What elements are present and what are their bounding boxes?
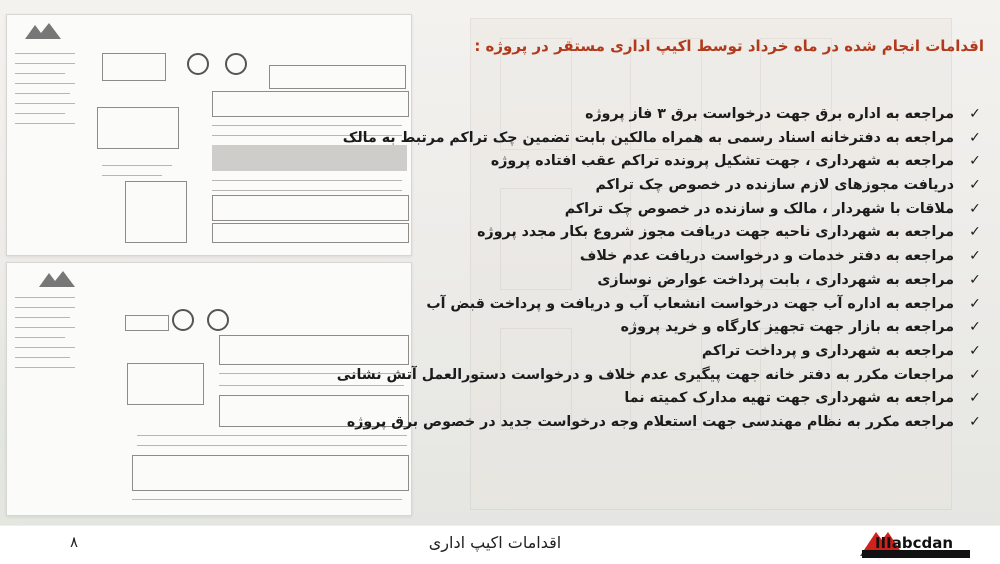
- check-icon: ✓: [969, 248, 981, 265]
- svg-text:IIIabcdan: IIIabcdan: [874, 534, 954, 552]
- check-icon: ✓: [969, 271, 981, 288]
- action-list: [336, 103, 986, 435]
- emblem-icon: [21, 19, 65, 47]
- check-icon: ✓: [969, 413, 981, 430]
- list-item: ✓مراجعه به بازار جهت تجهیز کارگاه و خرید پروژه: [416, 316, 986, 340]
- emblem-icon: [35, 267, 79, 293]
- list-item: ✓مراجعه به شهرداری جهت تهیه مدارک کمیته نما: [416, 387, 986, 411]
- list-item: ✓مراجعه به دفتر خدمات و درخواست دریافت عدم خلاف: [416, 245, 986, 269]
- list-item: ✓مراجعه به اداره آب جهت درخواست انشعاب آب و دریافت و پرداخت قبض آب: [416, 293, 986, 317]
- company-logo: [858, 526, 970, 560]
- list-item: ✓ملاقات با شهردار ، مالک و سازنده در خصوص چک تراکم: [416, 198, 986, 222]
- check-icon: ✓: [969, 366, 981, 383]
- list-item: ✓مراجعه به شهرداری ناحیه جهت دریافت مجوز شروع بکار مجدد پروژه: [416, 221, 986, 245]
- check-icon: ✓: [969, 177, 981, 194]
- check-icon: ✓: [969, 224, 981, 241]
- emblem-right: [225, 53, 247, 75]
- list-item: ✓دریافت مجوزهای لازم سازنده در خصوص چک تراکم: [416, 174, 986, 198]
- emblem-left: [172, 309, 194, 331]
- list-item: ✓مراجعه به دفترخانه اسناد رسمی به همراه مالکین بابت تضمین چک تراکم مرتبط به مالک: [416, 127, 986, 151]
- check-icon: ✓: [969, 319, 981, 336]
- check-icon: ✓: [969, 129, 981, 146]
- list-item: ✓مراجعه مکرر به نظام مهندسی جهت استعلام وجه درخواست جدید در خصوص برق پروژه: [416, 411, 986, 435]
- check-icon: ✓: [969, 390, 981, 407]
- scanned-receipt-bottom: [6, 262, 412, 516]
- emblem-right: [207, 309, 229, 331]
- check-icon: ✓: [969, 342, 981, 359]
- page-number: ۸: [70, 533, 79, 551]
- check-icon: ✓: [969, 295, 981, 312]
- check-icon: ✓: [969, 106, 981, 122]
- list-item: ✓مراجعه به شهرداری ، بابت پرداخت عوارض نوسازی: [416, 269, 986, 293]
- list-item: ✓مراجعات مکرر به دفتر خانه جهت پیگیری عدم خلاف و درخواست دستورالعمل آتش نشانی: [416, 364, 986, 388]
- check-icon: ✓: [969, 200, 981, 217]
- list-item: ✓مراجعه به شهرداری و پرداخت تراکم: [416, 340, 986, 364]
- check-icon: ✓: [969, 153, 981, 170]
- list-item: ✓مراجعه به شهرداری ، جهت تشکیل پرونده تراکم عقب افتاده پروژه: [416, 150, 986, 174]
- list-item: ✓مراجعه به اداره برق جهت درخواست برق ۳ فاز پروژه: [416, 103, 986, 127]
- slide-title: اقدامات انجام شده در ماه خرداد توسط اکیپ اداری مستقر در پروژه :: [474, 37, 984, 55]
- emblem-left: [187, 53, 209, 75]
- footer-title: اقدامات اکیپ اداری: [428, 533, 562, 552]
